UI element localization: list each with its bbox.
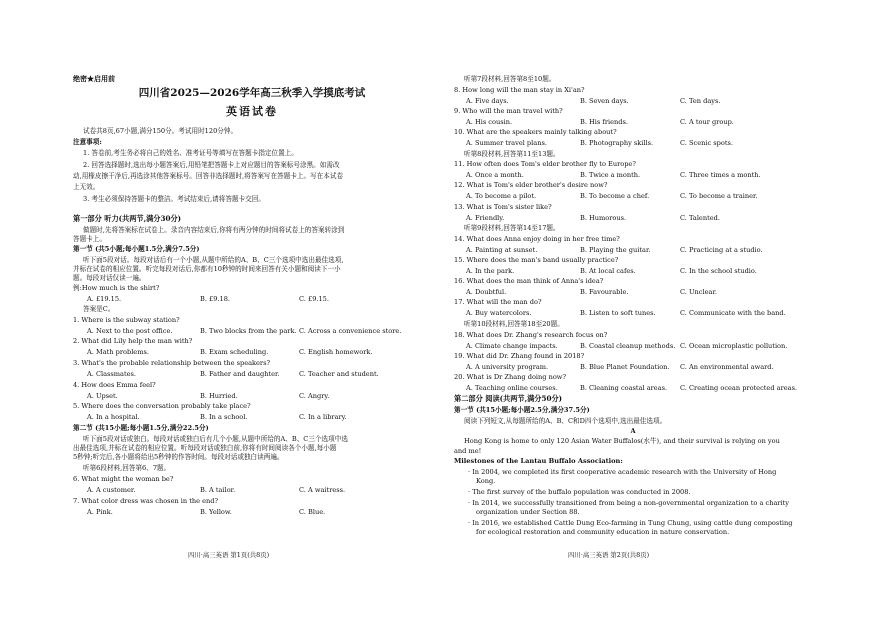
- question: 9. Who will the man travel with?: [454, 107, 563, 115]
- question: 11. How often does Tom's elder brother fly to Europe?: [454, 160, 636, 168]
- material-note: 听第8段材料,回答第11至13题。: [464, 150, 560, 158]
- section2-directions: 5秒钟;听完后,各小题将给出5秒钟的作答时间。每段对话或独白读两遍。: [73, 453, 284, 461]
- option-b: B. Father and daughter.: [200, 370, 280, 378]
- question: 16. What does the man think of Anna's idea?: [454, 277, 604, 285]
- question: 12. What is Tom's elder brother's desire now?: [454, 181, 608, 189]
- option-b: B. Playing the guitar.: [580, 246, 651, 254]
- question: 7. What color dress was chosen in the end?: [73, 497, 219, 505]
- exam-title: 四川省2025—2026学年高三秋季入学摸底考试: [138, 87, 366, 99]
- option-a: A. Doubtful.: [466, 288, 507, 296]
- section2-directions: 听下面5段对话或独白。每段对话或独白后有几个小题,从题中所给的A、B、C三个选项中选: [83, 435, 348, 443]
- question: 19. What did Dr. Zhang found in 2018?: [454, 352, 585, 360]
- option-b: B. Coastal cleanup methods.: [580, 342, 676, 350]
- section1-directions: 并标在试卷的相应位置。听完每段对话后,你都有10秒钟的时间来回答有关小题和阅读下一小: [73, 265, 341, 273]
- option-a: A. Pink.: [87, 508, 113, 516]
- option-b: B. His friends.: [580, 118, 628, 126]
- example-answer: 答案是C。: [83, 305, 115, 313]
- example-option: A. £19.15.: [87, 295, 122, 303]
- notice-line: 上无效。: [73, 183, 100, 191]
- part2-section1-title: 第一节 (共15小题;每小题2.5分,满分37.5分): [454, 406, 590, 414]
- option-b: B. Twice a month.: [580, 171, 641, 179]
- notice-line: 1. 答卷前,考生务必将自己的姓名、准考证号等填写在答题卡指定位置上。: [83, 149, 298, 157]
- option-a: A. Buy watercolors.: [466, 309, 532, 317]
- notice-line: 动,用橡皮擦干净后,再选涂其他答案标号。回答非选择题时,将答案写在答题卡上。写在本试卷: [73, 172, 344, 180]
- option-a: A. Climate change impacts.: [466, 342, 558, 350]
- milestone-item: · The first survey of the buffalo population was conducted in 2008.: [468, 488, 691, 496]
- option-b: B. In a school.: [200, 413, 248, 421]
- option-a: A. Summer travel plans.: [466, 139, 547, 147]
- section2-directions: 出最佳选项,并标在试卷的相应位置。听每段对话或独白前,你将有时间阅读各个小题,每小题: [73, 444, 337, 452]
- milestone-text: Kong.: [476, 477, 496, 485]
- milestone-text: In 2004, we completed its first cooperative academic research with the University of Hong: [472, 468, 777, 476]
- part1-title: 第一部分 听力(共两节,满分30分): [73, 214, 182, 223]
- example-option: B. £9.18.: [200, 295, 231, 303]
- notice-line: 3. 考生必须保持答题卡的整洁。考试结束后,请将答题卡交回。: [83, 195, 265, 203]
- option-a: A. A customer.: [87, 486, 136, 494]
- question: 3. What's the probable relationship between the speakers?: [73, 359, 270, 367]
- question: 10. What are the speakers mainly talking about?: [454, 128, 617, 136]
- option-a: A. Once a month.: [466, 171, 524, 179]
- question: 20. What is Dr Zhang doing now?: [454, 373, 566, 381]
- material-note: 听第9段材料,回答第14至17题。: [464, 224, 560, 232]
- part1-note: 做题时,先将答案标在试卷上。录音内容结束后,你将有两分钟的时间将试卷上的答案转涂到: [83, 226, 345, 234]
- question: 6. What might the woman be?: [73, 475, 174, 483]
- part2-title: 第二部分 阅读(共两节,满分50分): [454, 394, 563, 403]
- material-note: 听第7段材料,回答第8至10题。: [464, 75, 556, 83]
- material-note: 听第10段材料,回答第18至20题。: [464, 320, 564, 328]
- option-a: A. Teaching online courses.: [466, 384, 558, 392]
- section1-directions: 题。每段对话仅读一遍。: [73, 274, 146, 282]
- question: 15. Where does the man's band usually practice?: [454, 256, 619, 264]
- question: 4. How does Emma feel?: [73, 381, 156, 389]
- option-b: B. Humorous.: [580, 214, 627, 222]
- option-c: C. Practicing at a studio.: [680, 246, 763, 254]
- confidential-label: 绝密★启用前: [73, 74, 115, 83]
- option-c: C. To become a trainer.: [680, 192, 758, 200]
- question: 5. Where does the conversation probably take place?: [73, 402, 251, 410]
- option-c: C. In the school studio.: [680, 267, 757, 275]
- option-c: C. Ten days.: [680, 97, 721, 105]
- milestone-item: · In 2004, we completed its first cooperative academic research with the University of Hong: [468, 468, 777, 476]
- milestone-item: · In 2014, we successfully transitioned from being a non-governmental organization to a charity: [468, 499, 790, 507]
- option-c: C. English homework.: [299, 348, 373, 356]
- option-c: C. A tour group.: [680, 118, 734, 126]
- option-b: B. Blue Planet Foundation.: [580, 363, 670, 371]
- option-a: A. Upset.: [87, 392, 118, 400]
- milestone-text: organization under Section 88.: [476, 508, 580, 516]
- option-b: B. Photography skills.: [580, 139, 654, 147]
- question: 1. Where is the subway station?: [73, 316, 180, 324]
- option-c: C. An environmental award.: [680, 363, 774, 371]
- section2-title: 第二节 (共15小题;每小题1.5分,满分22.5分): [73, 424, 209, 432]
- option-c: C. Creating ocean protected areas.: [680, 384, 798, 392]
- question: 13. What is Tom's sister like?: [454, 203, 552, 211]
- page-footer-right: 四川·高三英语 第2页(共8页): [568, 551, 650, 559]
- option-c: C. Three times a month.: [680, 171, 761, 179]
- option-a: A. Five days.: [466, 97, 509, 105]
- subject-title: 英语试卷: [226, 105, 278, 118]
- option-a: A. Friendly.: [466, 214, 505, 222]
- option-a: A. A university program.: [466, 363, 549, 371]
- milestones-heading: Milestones of the Lantau Buffalo Association:: [454, 457, 623, 465]
- option-c: C. In a library.: [299, 413, 347, 421]
- reading-instructions: 阅读下列短文,从每题所给的A、B、C和D四个选项中,选出最佳选项。: [464, 417, 667, 425]
- milestone-text: The first survey of the buffalo population was conducted in 2008.: [472, 488, 691, 496]
- milestone-text: for ecological restoration and community education in nature conservation.: [476, 528, 730, 536]
- option-c: C. Unclear.: [680, 288, 717, 296]
- passage-letter: A: [630, 427, 636, 435]
- milestone-item: · In 2016, we established Cattle Dung Eco-farming in Tung Chung, using cattle dung composting: [468, 519, 793, 527]
- option-a: A. Classmates.: [87, 370, 137, 378]
- option-c: C. Teacher and student.: [299, 370, 379, 378]
- option-b: B. Favourable.: [580, 288, 629, 296]
- notice-line: 2. 回答选择题时,选出每小题答案后,用铅笔把答题卡上对应题目的答案标号涂黑。如需改: [83, 161, 340, 169]
- question: 8. How long will the man stay in Xi'an?: [454, 86, 585, 94]
- material-note: 听第6段材料,回答第6、7题。: [83, 464, 171, 472]
- option-c: C. A waitress.: [299, 486, 346, 494]
- example-question: 例:How much is the shirt?: [73, 284, 160, 292]
- option-b: B. Yellow.: [200, 508, 232, 516]
- option-b: B. Cleaning coastal areas.: [580, 384, 668, 392]
- option-c: C. Talented.: [680, 214, 720, 222]
- section1-title: 第一节 (共5小题;每小题1.5分,满分7.5分): [73, 245, 200, 253]
- question: 2. What did Lily help the man with?: [73, 337, 193, 345]
- option-a: A. In the park.: [466, 267, 515, 275]
- option-c: C. Blue.: [299, 508, 326, 516]
- option-a: A. Math problems.: [87, 348, 149, 356]
- option-a: A. Painting at sunset.: [466, 246, 538, 254]
- question: 18. What does Dr. Zhang's research focus on?: [454, 331, 608, 339]
- option-b: B. Exam scheduling.: [200, 348, 269, 356]
- example-option: C. £9.15.: [299, 295, 329, 303]
- option-a: A. In a hospital.: [87, 413, 140, 421]
- page-footer-left: 四川·高三英语 第1页(共8页): [188, 551, 270, 559]
- section1-directions: 听下面5段对话。每段对话后有一个小题,从题中所给的A、B、C三个选项中选出最佳选项,: [83, 256, 344, 264]
- option-c: C. Ocean microplastic pollution.: [680, 342, 788, 350]
- option-c: C. Across a convenience store.: [299, 327, 402, 335]
- option-b: B. At local cafes.: [580, 267, 636, 275]
- option-c: C. Angry.: [299, 392, 330, 400]
- intro-line: 试卷共8页,67小题,满分150分。考试用时120分钟。: [83, 127, 238, 135]
- question: 17. What will the man do?: [454, 298, 542, 306]
- option-b: B. A tailor.: [200, 486, 236, 494]
- option-b: B. Hurried.: [200, 392, 238, 400]
- option-b: B. To become a chef.: [580, 192, 650, 200]
- milestone-text: In 2016, we established Cattle Dung Eco-farming in Tung Chung, using cattle dung composting: [472, 519, 793, 527]
- option-a: A. Next to the post office.: [87, 327, 173, 335]
- option-b: B. Two blocks from the park.: [200, 327, 297, 335]
- passage-paragraph: and me!: [454, 447, 482, 455]
- notice-heading: 注意事项:: [73, 138, 102, 146]
- option-a: A. His cousin.: [466, 118, 513, 126]
- question: 14. What does Anna enjoy doing in her free time?: [454, 235, 620, 243]
- option-c: C. Scenic spots.: [680, 139, 733, 147]
- option-c: C. Communicate with the band.: [680, 309, 786, 317]
- milestone-text: In 2014, we successfully transitioned from being a non-governmental organization to a charity: [472, 499, 790, 507]
- option-a: A. To become a pilot.: [466, 192, 537, 200]
- passage-paragraph: Hong Kong is home to only 120 Asian Water Buffalos(水牛), and their survival is relying on you: [464, 437, 780, 445]
- option-b: B. Listen to soft tunes.: [580, 309, 656, 317]
- part1-note: 答题卡上。: [73, 235, 106, 243]
- option-b: B. Seven days.: [580, 97, 629, 105]
